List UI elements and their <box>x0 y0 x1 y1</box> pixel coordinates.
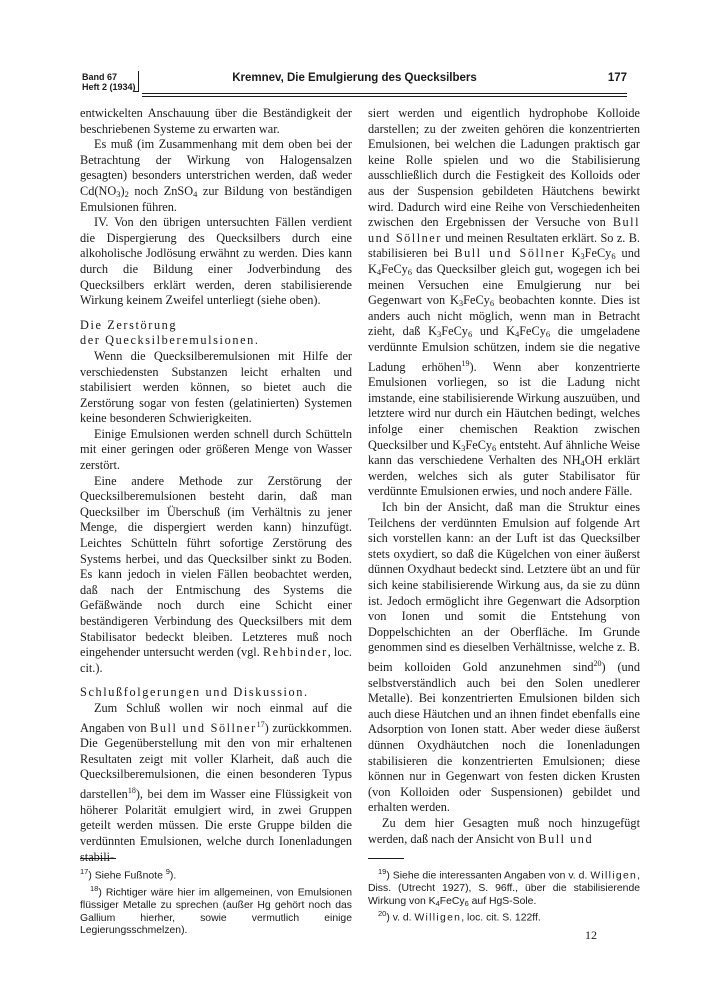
subscript: 2 <box>124 188 129 199</box>
text-run: , loc. cit.). <box>80 645 352 675</box>
text-run: FeCy <box>465 437 493 452</box>
text-run: FeCy <box>519 324 546 339</box>
subscript: 6 <box>545 329 551 340</box>
author-name: Bull und <box>538 831 594 846</box>
text-run: das Quecksilber gleich gut, wogegen ich bei meinen Versuchen eine Emulgierung nur bei Gegenwart von K <box>368 261 640 308</box>
subscript: 3 <box>458 298 464 309</box>
text-run: FeCy <box>381 261 408 276</box>
text-run: ) Siehe Fußnote <box>88 870 166 882</box>
text-run: Eine andere Methode zur Zerstörung der Quecksilberemulsionen besteht darin, daß man Quecksilber im Überschuß (im Verhältnis zu jener Menge, die dispergiert werden kann) hinzufügt. Leichtes Schütteln führt sofortige Zerstörung des Systems herbei, und das Quecksilber sinkt zu Boden. Es kann jedoch in vielen Fällen beobachtet werden, daß nach der Entmischung des Systems die Gefäßwände noch durch eine Schicht einer beständigeren Verbindung des Quecksilbers mit dem Stabilisator bedeckt bleiben. Letzteres muß noch eingehender untersucht werden (vgl. <box>80 473 352 660</box>
author-name: Bull und Söllner <box>454 246 566 261</box>
text-run: ). <box>169 870 177 882</box>
paragraph <box>368 106 640 500</box>
text-run: FeCy <box>439 895 465 907</box>
header-rule <box>142 93 627 94</box>
text-run: beobachten konnte. Dies ist anders auch nicht möglich, wenn man in Betracht zieht, daß K <box>368 293 640 339</box>
text-run: noch ZnSO <box>128 183 194 198</box>
text-run: ) Richtiger wäre hier im allgemeinen, von Emulsionen flüssiger Metalle zu sprechen (außer Hg gehört noch das Gallium hierher, sowie vermutlich einige Legierungsschmelzen). <box>80 887 352 937</box>
subscript: 4 <box>193 188 198 199</box>
text-run: ) v. d. <box>386 912 415 924</box>
footnote-number: 17 <box>80 867 89 876</box>
paragraph: entwickelten Anschauung über die Beständigkeit der beschriebenen Systeme zu erwarten war. <box>80 106 352 136</box>
footnote <box>368 908 640 925</box>
subscript: 4 <box>580 458 585 469</box>
left-column <box>80 106 352 865</box>
footnote <box>80 866 352 883</box>
subscript: 4 <box>435 898 440 908</box>
text-run: OH erklärt werden, welches sich als guter Stabilisator für verdünnte Emulsionen erwies, und noch andere Fälle. <box>368 453 640 499</box>
paragraph: Einige Emulsionen werden schnell durch Schütteln mit einer geringen oder größeren Menge von Wasser zerstört. <box>80 426 352 473</box>
paragraph <box>368 500 640 816</box>
text-run: , Diss. (Utrecht 1927), S. 96ff., über die stabilisierende Wirkung von K <box>368 870 640 907</box>
footnote-ref: 9 <box>165 867 170 876</box>
text-run: K <box>565 246 581 261</box>
text-run: die umgeladene verdünnte Emulsion schützen, indem sie die negative Ladung erhöhen <box>368 324 640 374</box>
text-run: Zu dem hier Gesagten muß noch hinzugefügt werden, daß nach der Ansicht von <box>368 815 640 846</box>
text-run: FeCy <box>463 293 490 308</box>
text-run: ) Siehe die interessanten Angaben von v. d. <box>386 870 591 882</box>
text-run: Es muß (im Zusammenhang mit dem oben bei der Betrachtung der Wirkung von Halogensalzen gesagten) besonders unterstrichen werden, daß weder Cd(NO <box>80 137 352 198</box>
text-run: , loc. cit. S. 122ff. <box>461 912 541 924</box>
footnote <box>368 866 640 908</box>
right-column <box>368 106 640 847</box>
text-run: und K <box>472 324 515 339</box>
text-run: zur Bildung von beständigen Emulsionen führen. <box>80 183 352 214</box>
page-number: 177 <box>607 72 627 84</box>
volume-label: Band 67 <box>82 72 118 82</box>
paragraph <box>80 137 352 215</box>
footnotes-right <box>368 866 640 925</box>
footnote-number: 18 <box>90 884 99 894</box>
subscript: 6 <box>492 442 497 453</box>
text-run: Ich bin der Ansicht, daß man die Struktur eines Teilchens der verdünnten Emulsion auf folgende Art sich vorstellen kann: an der Luft ist das Quecksilber stets oxydiert, so daß die Kügelchen von einer äußerst dünnen Oxydhaut bedeckt sind. Letztere übt an und für sich keine stabilisierende Wirkung aus, da sie zu dünn ist. Jedoch ermöglicht ihre Gegenwart die Adsorption von Ionen und somit die Entstehung von Doppelschichten an der Oberfläche. Im Grunde genommen sind es dieselben Verhältnisse, welche z. B. beim kolloiden Gold anzunehmen sind <box>368 499 640 674</box>
text-run: und meinen Resultaten erklärt. So z. B. stabilisieren bei <box>368 230 641 261</box>
footnote-ref: 18 <box>127 786 136 796</box>
footnote-ref: 17 <box>256 719 265 729</box>
text-run: siert werden und eigentlich hydrophobe Kolloide darstellen; zu der zweiten gehören die konzentrierten Emulsionen, bei welchen die Ladungen praktisch gar keine Rolle spielen und wo die Stabilisierung ausschließlich durch die Festigkeit des Kolloids oder aus der Suspension gebildeten Häutchens bewirkt wird. Dadurch wird eine Reihe von Verschiedenheiten zwischen den Ergebnissen der Versuche von <box>368 106 640 230</box>
paragraph <box>80 474 352 677</box>
subscript: 6 <box>611 251 616 262</box>
section-heading: der Quecksilberemulsionen. <box>80 333 260 348</box>
subscript: 3 <box>580 251 585 262</box>
text-run: ) <box>120 183 125 198</box>
footnote-number: 20 <box>378 909 387 919</box>
text-run: ) (und selbstverständlich auch bei den Solen unedlerer Metalle). Bei konzentrierten Emulsionen bilden sich auch diese Häutchen und an ihnen findet ebenfalls eine Adsorption von Ionen statt. Aber weder diese äußerst dünnen Oxydhäutchen noch die Ionenladungen stabilisieren die konzentrierten Emulsionen; diese können nur in Gegenwart von festen dicken Krusten (von Kolloiden oder Suspensionen) gebildet und erhalten werden. <box>368 659 640 815</box>
subscript: 4 <box>376 266 382 277</box>
text-run: FeCy <box>584 246 612 261</box>
subscript: 6 <box>467 329 473 340</box>
author-name: Bull und Söllner <box>368 215 640 245</box>
subscript: 6 <box>464 898 469 908</box>
subscript: 6 <box>407 266 413 277</box>
text-run: entsteht. Auf ähnliche Weise kann das verschiedene Verhalten des NH <box>368 437 641 468</box>
paragraph <box>80 701 352 865</box>
footnote-ref: 19 <box>461 358 470 368</box>
text-run: FeCy <box>441 324 468 339</box>
running-title: Kremnev, Die Emulgierung des Quecksilbers <box>232 72 477 84</box>
paragraph: IV. Von den übrigen untersuchten Fällen verdient die Dispergierung des Quecksilbers durch eine alkoholische Jodlösung erwähnt zu werden. Dies kann durch die Bildung einer Jodverbindung des Quecksilbers erklärt werden, deren stabilisierende Wirkung keinem Zweifel unterliegt (siehe oben). <box>80 215 352 308</box>
subscript: 3 <box>116 188 121 199</box>
running-header <box>82 67 627 97</box>
issue-label: Heft 2 (1934) <box>82 82 136 92</box>
subscript: 4 <box>514 329 520 340</box>
text-run: ). Wenn aber konzentrierte Emulsionen vorliegen, so ist die Ladung nicht imstande, eine stabilisierende Wirkung auszuüben, und letztere wird nur durch ein Häutchen bedingt, welches infolge einer chemischen Reaktion zwischen Quecksilber und K <box>368 359 640 452</box>
subscript: 3 <box>437 329 442 340</box>
subscript: 6 <box>489 298 495 309</box>
text-run: und K <box>368 246 640 276</box>
footnote-rule <box>368 858 404 859</box>
header-rule-double <box>142 96 627 97</box>
author-name: Willigen <box>414 912 462 924</box>
footnote-ref: 20 <box>593 658 602 668</box>
section-heading: Die Zerstörung <box>80 317 178 332</box>
footnotes-left <box>80 866 352 938</box>
author-name: Willigen <box>590 870 638 882</box>
paragraph: Wenn die Quecksilberemulsionen mit Hilfe der verschiedensten Substanzen leicht erhalten und stabilisiert werden können, so bietet auch die Zerstörung sogar von festen (gelatinierten) Systemen keine besonderen Schwierigkeiten. <box>80 348 352 426</box>
text-run: auf HgS-Sole. <box>468 895 537 907</box>
signature-mark: 12 <box>585 928 597 942</box>
paragraph <box>368 816 640 847</box>
author-name: Rehbinder <box>262 645 328 660</box>
author-name: Bull und Söllner <box>150 720 257 735</box>
text-run: Zum Schluß wollen wir noch einmal auf die Angaben von <box>80 700 352 735</box>
text-run: ) zurückkommen. Die Gegenüberstellung mit den von mir erhaltenen Resultaten zeigt mit voller Klarheit, daß auch die Quecksilberemulsionen, die einen besonderen Typus darstellen <box>80 720 352 802</box>
text-run: ), bei dem im Wasser eine Flüssigkeit von höherer Polarität emulgiert wird, in zwei Gruppen geteilt werden müssen. Die erste Gruppe bilden die verdünnten Emulsionen, welche durch Ionenladungen stabili- <box>80 787 352 864</box>
footnote <box>80 883 352 938</box>
footnote-rule <box>80 858 116 859</box>
subscript: 3 <box>461 442 466 453</box>
footnote-number: 19 <box>378 867 387 876</box>
section-heading: Schlußfolgerungen und Diskussion. <box>80 685 309 700</box>
